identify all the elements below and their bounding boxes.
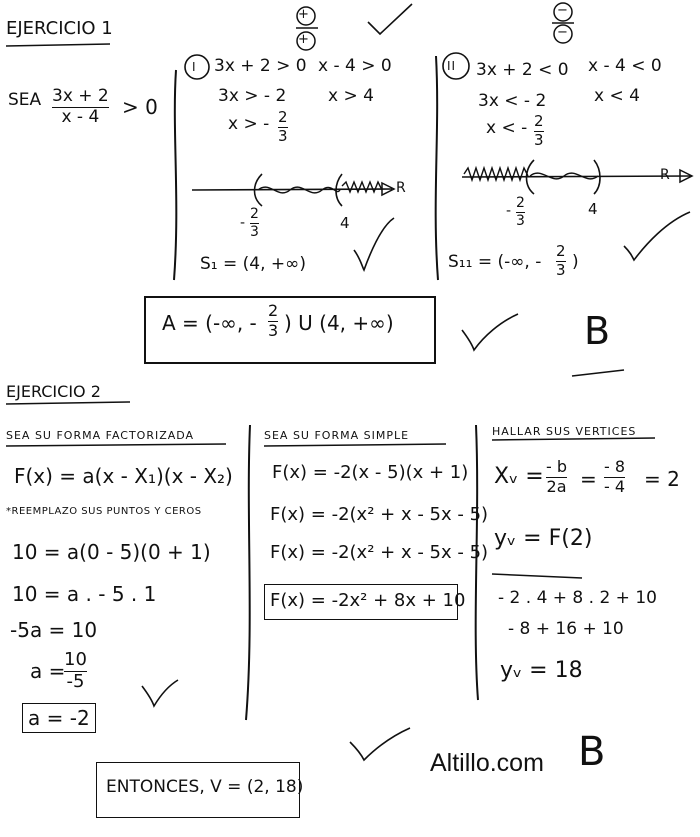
col1-step3: -5a = 10 (10, 618, 98, 642)
case2-line1-left: 3x + 2 < 0 (476, 60, 569, 80)
col3-header: HALLAR SUS VERTICES (492, 425, 637, 438)
case2-tick1 (516, 196, 525, 228)
sign-plus-bottom: + (298, 32, 309, 47)
ej2-title: EJERCICIO 2 (6, 382, 101, 401)
col1-step4-num: 10 (64, 649, 87, 670)
case2-solution-prefix: S₁₁ = (-∞, - (448, 252, 542, 272)
sign-minus-bottom: − (557, 25, 568, 40)
case1-line3: x > - (228, 114, 270, 134)
case1-frac-num: 2 (278, 108, 288, 126)
case2-line3-fraction (534, 114, 544, 149)
case2-frac-num: 2 (534, 112, 544, 130)
col2-line1: F(x) = -2(x - 5)(x + 1) (272, 462, 469, 483)
xv-frac2-num: - 8 (604, 457, 626, 476)
conclusion: ENTONCES, V = (2, 18) (106, 777, 304, 797)
case1-hatch (342, 182, 382, 192)
col1-step1: 10 = a(0 - 5)(0 + 1) (12, 540, 211, 564)
expr-denominator: x - 4 (61, 106, 100, 127)
check-answer (462, 314, 518, 350)
ej1-divider-left (174, 70, 176, 280)
case2-line2-right: x < 4 (594, 86, 640, 106)
case1-badge-circle (185, 55, 209, 79)
sign-plus-top: + (298, 7, 309, 22)
col3-header-underline (492, 438, 655, 440)
ej1-divider-mid (436, 56, 438, 280)
check-case1 (354, 218, 394, 270)
answer-num: 2 (268, 301, 279, 320)
case2-solution-fraction (556, 244, 566, 279)
check-case2 (624, 212, 690, 260)
main-expression (52, 88, 109, 127)
yv-underline (492, 574, 582, 578)
col1-step4-fraction (64, 651, 87, 692)
ej2-title-underline (6, 402, 130, 404)
case1-tick1-den: 3 (250, 223, 259, 240)
case2-tick1-sign: - (506, 203, 512, 219)
answer-prefix: A = (-∞, - (162, 311, 257, 335)
col2-header-underline (264, 444, 446, 446)
case1-tick2: 4 (340, 214, 350, 232)
case1-tick1-num: 2 (250, 206, 259, 222)
case1-line2-left: 3x > - 2 (218, 86, 287, 106)
answer-suffix: ) U (4, +∞) (284, 311, 394, 335)
ej2-divider-1 (246, 425, 250, 720)
col2-result: F(x) = -2x² + 8x + 10 (270, 590, 466, 611)
xv-frac1-den: 2a (546, 476, 567, 496)
case1-tick1-sign: - (240, 215, 246, 231)
xv-frac2-den: - 4 (604, 476, 626, 496)
case1-axis-label: R (396, 180, 406, 196)
expr-relation: > 0 (122, 95, 158, 119)
case2-solution-den: 3 (556, 260, 566, 279)
grade-mark-2: B (578, 729, 606, 775)
col1-formula: F(x) = a(x - X₁)(x - X₂) (14, 464, 233, 488)
col1-header: SEA SU FORMA FACTORIZADA (6, 429, 195, 442)
expr-numerator: 3x + 2 (52, 86, 109, 106)
case1-tick1 (250, 207, 259, 239)
case2-tick1-num: 2 (516, 195, 525, 211)
answer-fraction (268, 303, 278, 340)
yv-calc2: - 8 + 16 + 10 (508, 619, 624, 639)
watermark: Altillo.com (430, 749, 544, 777)
case1-frac-den: 3 (278, 126, 288, 145)
case2-tick1-den: 3 (516, 212, 525, 229)
xv-frac2 (604, 459, 625, 496)
xv-frac1-num: - b (546, 457, 568, 476)
case2-frac-den: 3 (534, 130, 544, 149)
case2-axis-label: R (660, 167, 670, 183)
ej1-title-underline (6, 44, 110, 46)
check-bottom (350, 728, 410, 760)
case2-hatch (464, 168, 528, 180)
answer-den: 3 (268, 320, 279, 340)
col2-line3: F(x) = -2(x² + x - 5x - 5) (270, 542, 489, 563)
case2-tick2: 4 (588, 200, 598, 218)
sign-minus-top: − (557, 3, 568, 18)
col1-result: a = -2 (28, 706, 90, 730)
case2-line2-left: 3x < - 2 (478, 91, 547, 111)
case2-line3: x < - (486, 118, 528, 138)
case1-solution: S₁ = (4, +∞) (200, 254, 306, 274)
col1-step4: a = (30, 659, 66, 683)
case1-line2-right: x > 4 (328, 86, 374, 106)
case1-line1-left: 3x + 2 > 0 (214, 56, 307, 76)
grade-underline (572, 370, 624, 376)
col1-step2: 10 = a . - 5 . 1 (12, 582, 157, 606)
case2-solution-num: 2 (556, 242, 566, 260)
case1-line1-right: x - 4 > 0 (318, 56, 392, 76)
case1-badge: I (192, 60, 197, 74)
xv-eq: = (580, 467, 597, 491)
col2-header: SEA SU FORMA SIMPLE (264, 429, 410, 442)
xv-result: = 2 (644, 467, 680, 491)
xv-frac1 (546, 459, 567, 496)
yv-line2: yᵥ = 18 (500, 658, 583, 683)
col1-step4-den: -5 (66, 670, 85, 692)
yv-calc1: - 2 . 4 + 8 . 2 + 10 (498, 588, 657, 608)
case2-line1-right: x - 4 < 0 (588, 56, 662, 76)
col2-line2: F(x) = -2(x² + x - 5x - 5) (270, 504, 489, 525)
case2-solution-suffix: ) (572, 252, 579, 272)
sea-label: SEA (8, 90, 42, 110)
ej1-title: EJERCICIO 1 (6, 18, 113, 39)
check-top (368, 4, 412, 34)
case2-badge: II (447, 59, 457, 73)
case1-line3-fraction (278, 110, 288, 145)
check-col1 (142, 680, 178, 706)
col1-header-underline (6, 444, 226, 446)
xv-label: Xᵥ = (494, 464, 544, 489)
col1-note: *REEMPLAZO SUS PUNTOS Y CEROS (6, 506, 202, 517)
yv-line1: yᵥ = F(2) (494, 526, 593, 551)
grade-mark-1: B (584, 309, 611, 353)
